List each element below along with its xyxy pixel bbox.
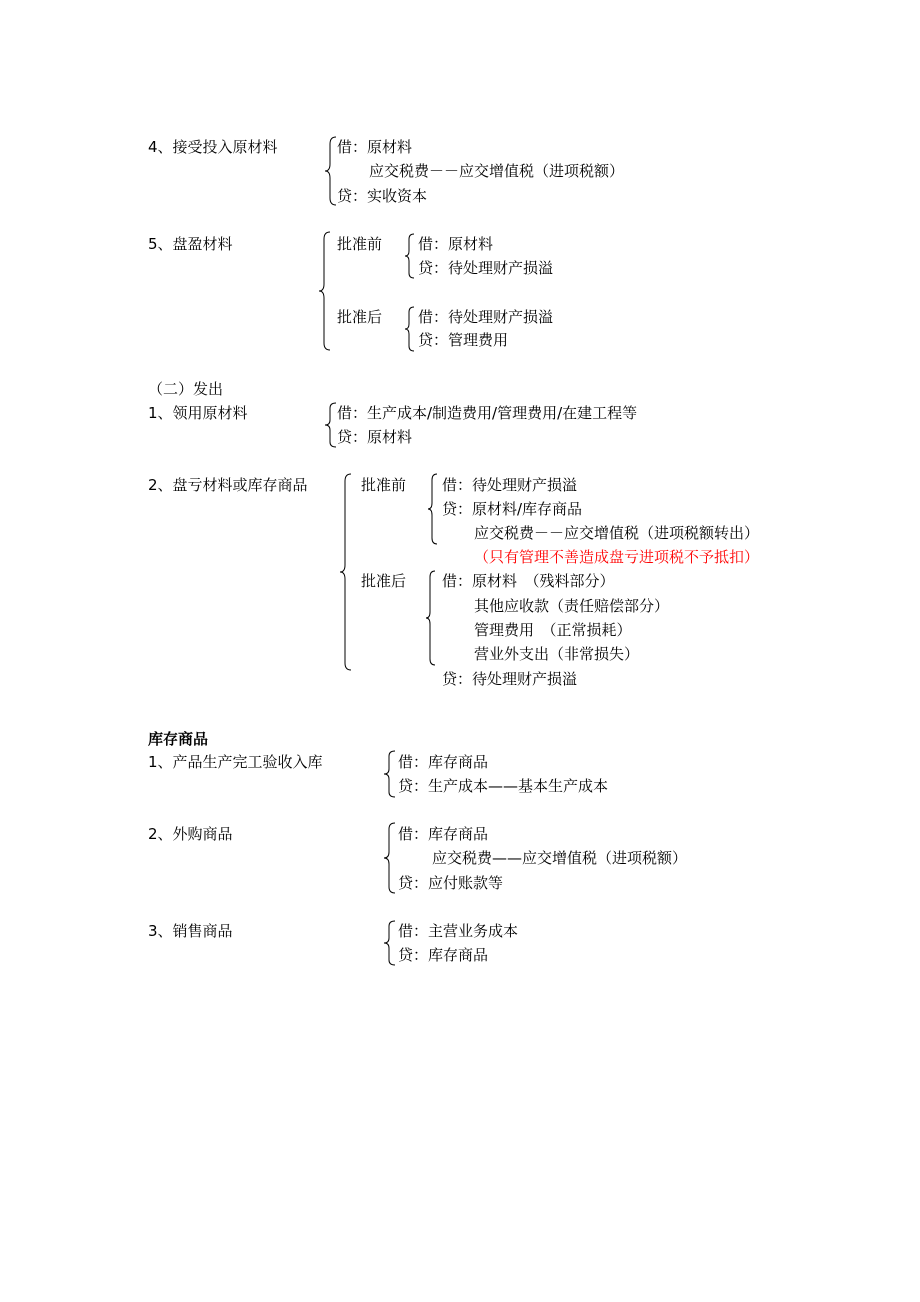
brace xyxy=(425,570,437,666)
debit-line: 应交税费－－应交增值税（进项税额） xyxy=(369,162,625,180)
entry-title: 4、接受投入原材料 xyxy=(148,138,278,156)
brace xyxy=(339,473,353,671)
credit-line: 贷：管理费用 xyxy=(418,331,509,349)
entry-title: 2、盘亏材料或库存商品 xyxy=(148,476,308,494)
brace xyxy=(324,402,338,448)
brace xyxy=(318,231,332,351)
approval-after-label: 批准后 xyxy=(361,572,407,590)
credit-line: 应交税费－－应交增值税（进项税额转出） xyxy=(474,524,760,542)
debit-line: 借：待处理财产损溢 xyxy=(418,308,554,326)
brace xyxy=(383,750,397,798)
credit-line: 贷：应付账款等 xyxy=(398,874,504,892)
approval-before-label: 批准前 xyxy=(337,235,383,253)
credit-line: 贷：实收资本 xyxy=(337,187,428,205)
brace xyxy=(404,306,416,352)
approval-after-label: 批准后 xyxy=(337,308,383,326)
credit-line: 贷：生产成本——基本生产成本 xyxy=(398,777,609,795)
debit-line: 借：主营业务成本 xyxy=(398,922,519,940)
credit-line: 贷：原材料/库存商品 xyxy=(442,500,583,518)
brace xyxy=(383,822,397,894)
section-heading: 库存商品 xyxy=(148,730,209,748)
debit-line: 管理费用 （正常损耗） xyxy=(474,621,632,639)
entry-title: 2、外购商品 xyxy=(148,825,233,843)
debit-line: 借：原材料 xyxy=(337,138,413,156)
credit-line: 贷：原材料 xyxy=(337,428,413,446)
approval-before-label: 批准前 xyxy=(361,476,407,494)
entry-title: 1、领用原材料 xyxy=(148,404,248,422)
red-note: （只有管理不善造成盘亏进项税不予抵扣） xyxy=(474,548,760,566)
brace xyxy=(427,473,439,545)
debit-line: 借：原材料 xyxy=(418,235,494,253)
section-header: （二）发出 xyxy=(148,380,224,398)
debit-line: 营业外支出（非常损失） xyxy=(474,645,640,663)
brace xyxy=(324,136,338,206)
brace xyxy=(383,920,397,966)
credit-line: 贷：库存商品 xyxy=(398,946,489,964)
debit-line: 借：原材料 （残料部分） xyxy=(442,572,615,590)
entry-title: 3、销售商品 xyxy=(148,922,233,940)
debit-line: 借：待处理财产损溢 xyxy=(442,476,578,494)
entry-title: 5、盘盈材料 xyxy=(148,235,233,253)
brace xyxy=(404,233,416,279)
debit-line: 其他应收款（责任赔偿部分） xyxy=(474,597,670,615)
debit-line: 借：生产成本/制造费用/管理费用/在建工程等 xyxy=(337,404,638,422)
credit-line: 贷：待处理财产损溢 xyxy=(418,259,554,277)
debit-line: 应交税费——应交增值税（进项税额） xyxy=(432,849,688,867)
credit-line: 贷：待处理财产损溢 xyxy=(442,670,578,688)
debit-line: 借：库存商品 xyxy=(398,753,489,771)
entry-title: 1、产品生产完工验收入库 xyxy=(148,753,323,771)
debit-line: 借：库存商品 xyxy=(398,825,489,843)
